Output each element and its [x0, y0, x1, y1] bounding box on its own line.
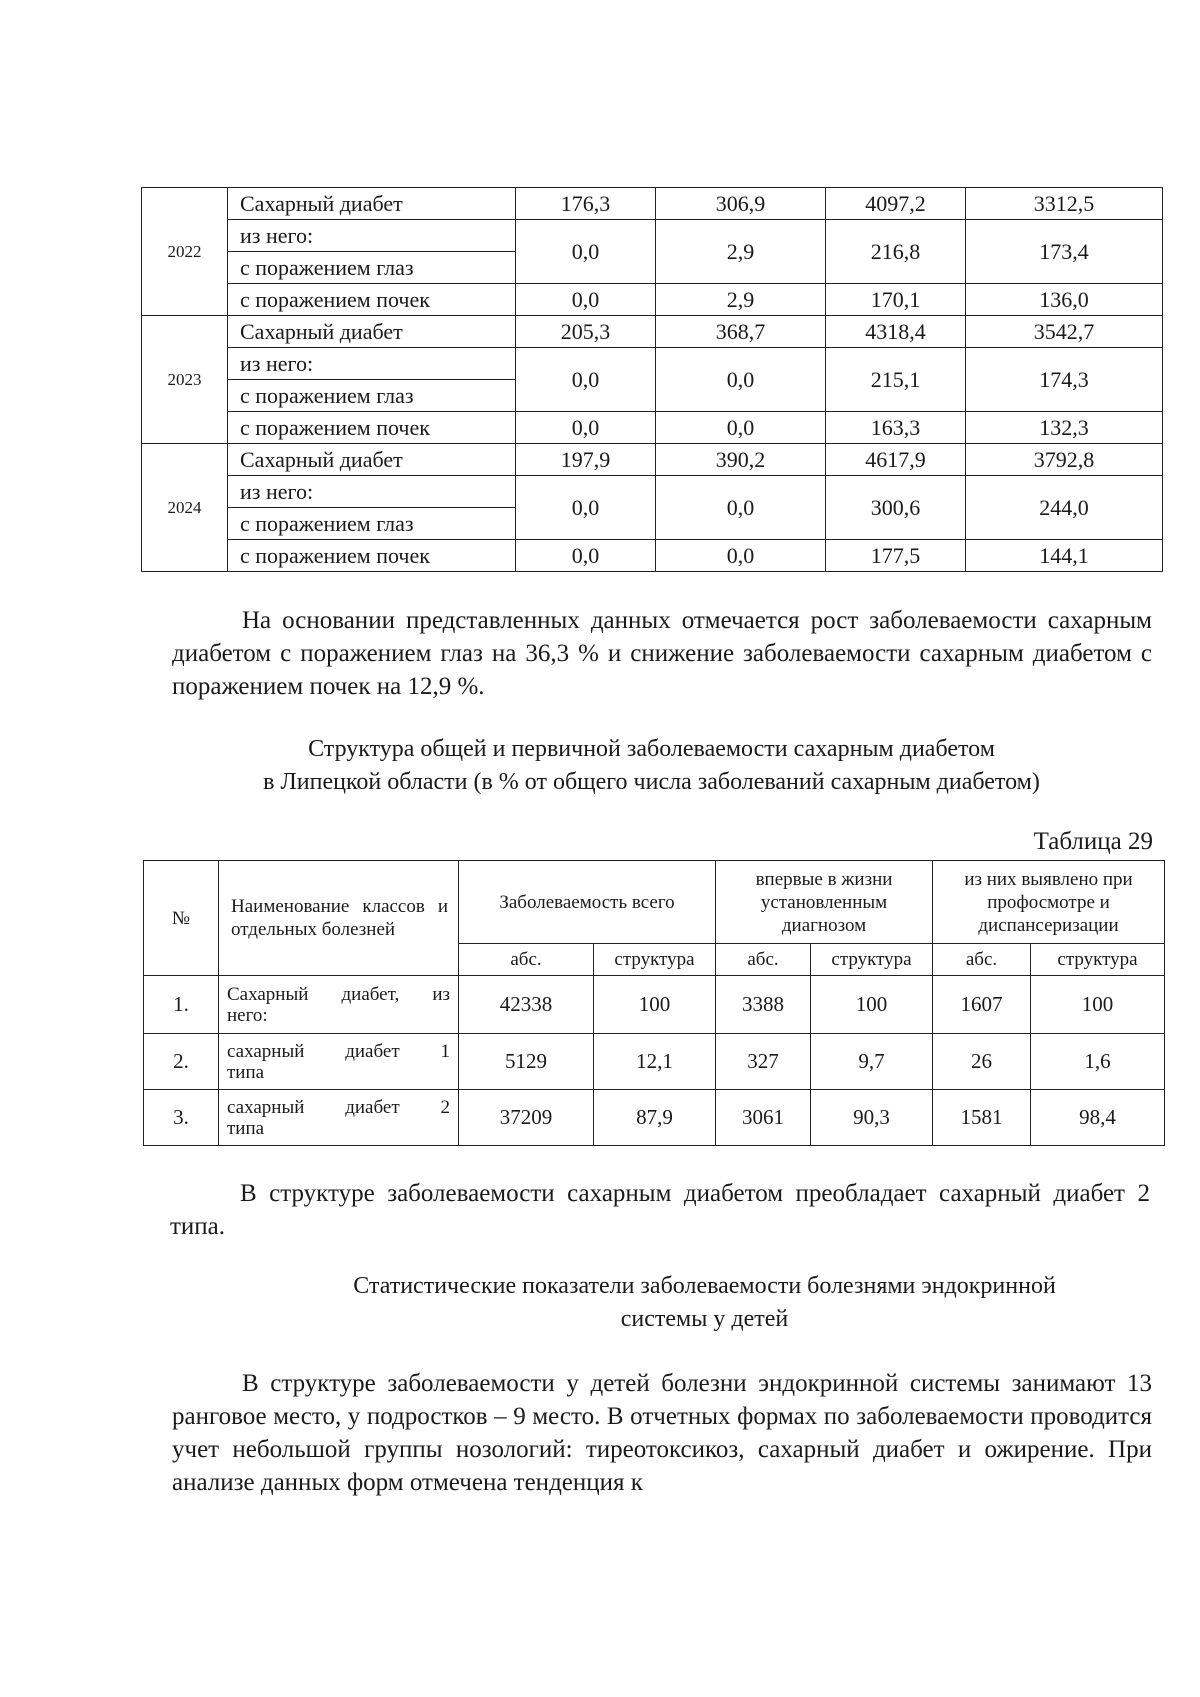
value-cell: 170,1	[826, 284, 966, 316]
row-label: Сахарный диабет	[228, 316, 516, 348]
row-label: из него:	[228, 476, 516, 508]
value-cell: 9,7	[811, 1034, 933, 1090]
row-number: 1.	[144, 976, 219, 1034]
year-cell: 2022	[142, 188, 228, 316]
value-cell: 173,4	[966, 220, 1163, 284]
section-heading-children	[194, 1270, 1200, 1336]
heading-line: в Липецкой области (в % от общего числа заболеваний сахарным диабетом)	[263, 769, 1040, 795]
row-number: 2.	[144, 1034, 219, 1090]
header-first-diagnosed: впервые в жизни установленным диагнозом	[716, 861, 933, 944]
value-cell: 163,3	[826, 412, 966, 444]
header-total-incidence: Заболеваемость всего	[459, 861, 716, 944]
subheader-structure: структура	[1031, 944, 1165, 976]
table-row	[144, 1090, 1165, 1146]
value-cell: 300,6	[826, 476, 966, 540]
heading-line: Структура общей и первичной заболеваемости сахарным диабетом	[308, 736, 995, 762]
value-cell: 327	[716, 1034, 811, 1090]
table-row	[144, 1034, 1165, 1090]
diabetes-complications-table	[141, 187, 1163, 572]
value-cell: 0,0	[656, 476, 826, 540]
value-cell: 2,9	[656, 284, 826, 316]
value-cell: 244,0	[966, 476, 1163, 540]
value-cell: 0,0	[516, 284, 656, 316]
value-cell: 37209	[459, 1090, 594, 1146]
row-label: из него:	[228, 220, 516, 252]
table-row	[142, 348, 1163, 380]
table-row	[142, 540, 1163, 572]
value-cell: 98,4	[1031, 1090, 1165, 1146]
row-label: Сахарный диабет	[228, 188, 516, 220]
value-cell: 12,1	[594, 1034, 716, 1090]
header-disease-name: Наименование классов и отдельных болезней	[219, 861, 459, 976]
row-label: с поражением глаз	[228, 252, 516, 284]
value-cell: 174,3	[966, 348, 1163, 412]
value-cell: 4097,2	[826, 188, 966, 220]
row-label: с поражением глаз	[228, 380, 516, 412]
value-cell: 216,8	[826, 220, 966, 284]
value-cell: 0,0	[516, 540, 656, 572]
value-cell: 1,6	[1031, 1034, 1165, 1090]
paragraph-growth-summary: На основании представленных данных отмечается рост заболеваемости сахарным диабетом с поражением глаз на 36,3 % и снижение заболеваемости сахарным диабетом с поражением почек на 12,9 %.	[172, 607, 1152, 700]
value-cell: 177,5	[826, 540, 966, 572]
value-cell: 136,0	[966, 284, 1163, 316]
section-heading-structure	[141, 733, 1162, 799]
value-cell: 0,0	[516, 476, 656, 540]
subheader-abs: абс.	[933, 944, 1031, 976]
value-cell: 132,3	[966, 412, 1163, 444]
value-cell: 100	[811, 976, 933, 1034]
value-cell: 368,7	[656, 316, 826, 348]
value-cell: 3542,7	[966, 316, 1163, 348]
year-cell: 2023	[142, 316, 228, 444]
table-row	[142, 476, 1163, 508]
value-cell: 0,0	[516, 348, 656, 412]
header-number: №	[144, 861, 219, 976]
header-screening: из них выявлено при профосмотре и диспансеризации	[933, 861, 1165, 944]
value-cell: 306,9	[656, 188, 826, 220]
row-number: 3.	[144, 1090, 219, 1146]
value-cell: 42338	[459, 976, 594, 1034]
value-cell: 1581	[933, 1090, 1031, 1146]
year-cell: 2024	[142, 444, 228, 572]
row-label: с поражением почек	[228, 540, 516, 572]
value-cell: 3388	[716, 976, 811, 1034]
value-cell: 100	[1031, 976, 1165, 1034]
heading-line: Статистические показатели заболеваемости болезнями эндокринной	[353, 1273, 1056, 1299]
subheader-structure: структура	[811, 944, 933, 976]
table-row	[142, 188, 1163, 220]
row-disease-name: сахарный диабет 1 типа	[219, 1034, 459, 1090]
value-cell: 144,1	[966, 540, 1163, 572]
row-label: с поражением почек	[228, 284, 516, 316]
value-cell: 0,0	[656, 540, 826, 572]
row-disease-name: Сахарный диабет, из него:	[219, 976, 459, 1034]
table-header-row	[144, 861, 1165, 944]
value-cell: 100	[594, 976, 716, 1034]
subheader-abs: абс.	[716, 944, 811, 976]
value-cell: 205,3	[516, 316, 656, 348]
value-cell: 2,9	[656, 220, 826, 284]
heading-line: системы у детей	[620, 1306, 789, 1332]
value-cell: 5129	[459, 1034, 594, 1090]
row-label: из него:	[228, 348, 516, 380]
row-disease-name: сахарный диабет 2 типа	[219, 1090, 459, 1146]
row-label: с поражением почек	[228, 412, 516, 444]
value-cell: 4617,9	[826, 444, 966, 476]
value-cell: 26	[933, 1034, 1031, 1090]
value-cell: 0,0	[656, 412, 826, 444]
table-row	[142, 284, 1163, 316]
table-row	[142, 444, 1163, 476]
value-cell: 90,3	[811, 1090, 933, 1146]
subheader-abs: абс.	[459, 944, 594, 976]
paragraph-children-endocrine: В структуре заболеваемости у детей болезни эндокринной системы занимают 13 ранговое место, у подростков – 9 место. В отчетных формах по заболеваемости проводится учет небольшой группы нозологий: тиреотоксикоз, сахарный диабет и ожирение. При анализе данных форм отмечена тенденция к	[172, 1370, 1152, 1496]
value-cell: 197,9	[516, 444, 656, 476]
table-row	[142, 412, 1163, 444]
row-label: с поражением глаз	[228, 508, 516, 540]
value-cell: 176,3	[516, 188, 656, 220]
value-cell: 87,9	[594, 1090, 716, 1146]
value-cell: 3792,8	[966, 444, 1163, 476]
table-row	[142, 220, 1163, 252]
value-cell: 4318,4	[826, 316, 966, 348]
value-cell: 0,0	[516, 412, 656, 444]
row-label: Сахарный диабет	[228, 444, 516, 476]
value-cell: 390,2	[656, 444, 826, 476]
table-row	[142, 316, 1163, 348]
value-cell: 3061	[716, 1090, 811, 1146]
value-cell: 215,1	[826, 348, 966, 412]
value-cell: 0,0	[656, 348, 826, 412]
value-cell: 1607	[933, 976, 1031, 1034]
paragraph-type2-prevails: В структуре заболеваемости сахарным диабетом преобладает сахарный диабет 2 типа.	[170, 1180, 1150, 1240]
subheader-structure: структура	[594, 944, 716, 976]
diabetes-structure-table	[143, 860, 1165, 1146]
table-caption: Таблица 29	[1033, 828, 1153, 855]
value-cell: 3312,5	[966, 188, 1163, 220]
value-cell: 0,0	[516, 220, 656, 284]
table-row	[144, 976, 1165, 1034]
